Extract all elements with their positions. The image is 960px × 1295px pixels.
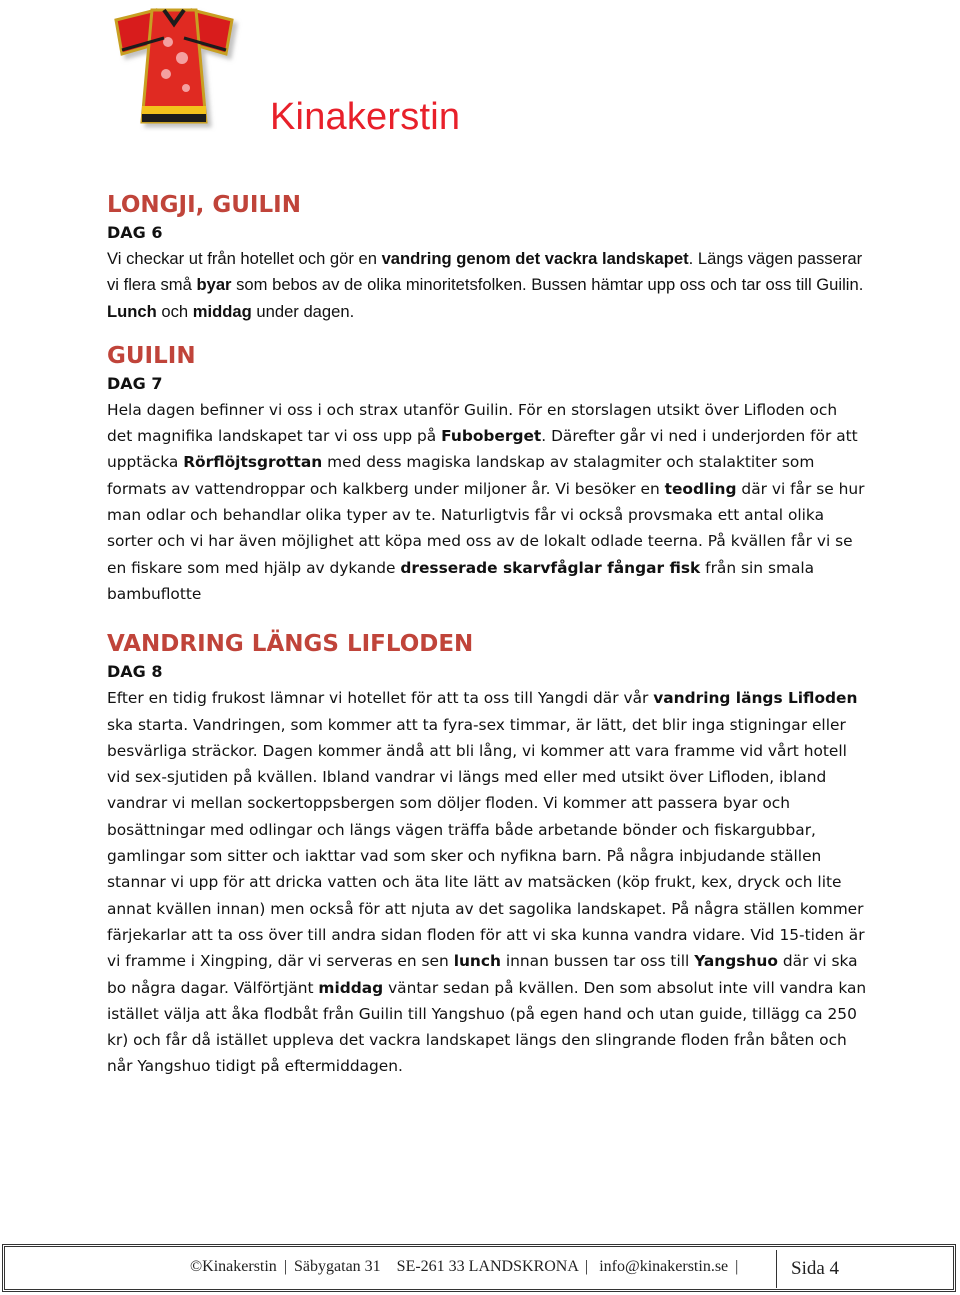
section-body bbox=[107, 397, 867, 607]
main-content bbox=[107, 190, 867, 1080]
chinese-robe-icon bbox=[108, 2, 246, 132]
section-day: DAG 6 bbox=[107, 223, 163, 242]
highlight-text: Fuboberget bbox=[441, 427, 542, 446]
highlight-text: byar bbox=[196, 275, 232, 295]
highlight-text: dresserade skarvfåglar fångar fisk bbox=[400, 558, 701, 577]
body-text: under dagen. bbox=[251, 301, 355, 321]
footer-company: ©Kinakerstin bbox=[190, 1258, 277, 1275]
footer-street: Säbygatan 31 bbox=[294, 1258, 381, 1275]
body-text: Efter en tidig frukost lämnar vi hotellet för att ta oss till Yangdi där vår bbox=[107, 689, 654, 708]
highlight-text: middag bbox=[318, 978, 384, 997]
body-text: . Längs vägen passerar vi flera små bbox=[107, 249, 863, 295]
body-text: väntar sedan på kvällen. Den som absolut inte vill vandra kan istället välja att åka flodbåt från Guilin till Yangshuo (på egen hand och utan guide, tillägg ca 250 kr) och får då istället uppleva det vackra landskapet längs den slingrande floden från båten och når Yangshuo tidigt på eftermiddagen. bbox=[107, 978, 867, 1076]
body-text: . Därefter går vi ned i underjorden för att upptäcka bbox=[107, 427, 858, 472]
body-text: Vi checkar ut från hotellet och gör en bbox=[107, 249, 382, 268]
highlight-text: middag bbox=[192, 301, 252, 321]
body-text: innan bussen tar oss till bbox=[500, 952, 695, 971]
footer-separator: | bbox=[283, 1258, 288, 1275]
footer-address bbox=[190, 1258, 741, 1276]
page-number: Sida 4 bbox=[776, 1250, 848, 1288]
footer-city: LANDSKRONA bbox=[468, 1258, 579, 1275]
section-title: GUILIN bbox=[107, 342, 196, 369]
highlight-text: vandring längs Lifloden bbox=[653, 689, 858, 708]
footer-separator: | bbox=[585, 1258, 589, 1275]
brand-title: Kinakerstin bbox=[270, 96, 461, 138]
highlight-text: vandring genom det vackra landskapet bbox=[381, 249, 689, 268]
body-text: där vi ska bo några dagar. Välförtjänt bbox=[107, 952, 858, 997]
section-body bbox=[107, 685, 867, 1079]
body-text: ska starta. Vandringen, som kommer att ta fyra-sex timmar, är lätt, det blir inga stigningar eller besvärliga sträckor. Dagen kommer ändå att bli lång, vi kommer att vara framme vid vårt hotell vid sex-sjutiden på kvällen. Ibland vandrar vi längs med eller med utsikt över Lifloden, ibland vandrar vi mellan sockertoppsbergen som döljer floden. Vi kommer att passera byar och bosättningar med odlingar och längs vägen träffa både arbetande bönder och fiskargubbar, gamlingar som sitter och iakttar vad som sker och nyfikna barn. På några inbjudande ställen stannar vi upp för att dricka vatten och äta lite lätt av matsäcken (köp frukt, kex, dryck och lite annat kvällen innan) men också för att njuta av det sagolika landskapet. På några ställen kommer färjekarlar att ta oss över till andra sidan floden för att vi ska kunna vandra vidare. Vid 15-tiden är vi framme i Xingping, där vi serveras en sen bbox=[107, 715, 865, 971]
section-day: DAG 8 bbox=[107, 662, 163, 682]
highlight-text: Yangshuo bbox=[694, 952, 778, 971]
body-text: från sin smala bambuflotte bbox=[107, 558, 815, 603]
footer-email-link[interactable]: info@kinakerstin.se bbox=[599, 1258, 729, 1275]
footer-postal: SE-261 33 bbox=[396, 1258, 465, 1275]
highlight-text: lunch bbox=[453, 952, 501, 971]
section-title: VANDRING LÄNGS LIFLODEN bbox=[107, 631, 474, 658]
section-vandring-langs-lifloden bbox=[107, 629, 867, 1079]
section-day: DAG 7 bbox=[107, 373, 163, 393]
body-text: som bebos av de olika minoritetsfolken. Bussen hämtar upp oss och tar oss till Guilin. bbox=[231, 275, 864, 295]
highlight-text: Rörflöjtsgrottan bbox=[183, 453, 323, 472]
section-longji-guilin bbox=[107, 190, 867, 325]
footer-separator: | bbox=[735, 1258, 739, 1275]
section-guilin bbox=[107, 341, 867, 607]
body-text: och bbox=[156, 301, 193, 321]
body-text: Hela dagen befinner vi oss i och strax utanför Guilin. För en storslagen utsikt över Lifloden och det magnifika landskapet tar vi oss upp på bbox=[107, 400, 838, 446]
section-title: LONGJI, GUILIN bbox=[107, 192, 301, 218]
body-text: med dess magiska landskap av stalagmiter och stalaktiter som formats av vattendroppar och kalkberg under miljoner år. Vi besöker en bbox=[107, 453, 815, 498]
section-body bbox=[107, 246, 867, 325]
highlight-text: teodling bbox=[664, 479, 737, 498]
highlight-text: Lunch bbox=[107, 301, 157, 321]
body-text: där vi får se hur man odlar och behandlar olika typer av te. Naturligtvis får vi också provsmaka ett antal olika sorter och vi har även möjlighet att köpa med oss av de lokalt odlade teerna. På kvällen får vi se en fiskare som med hjälp av dykande bbox=[107, 479, 865, 577]
